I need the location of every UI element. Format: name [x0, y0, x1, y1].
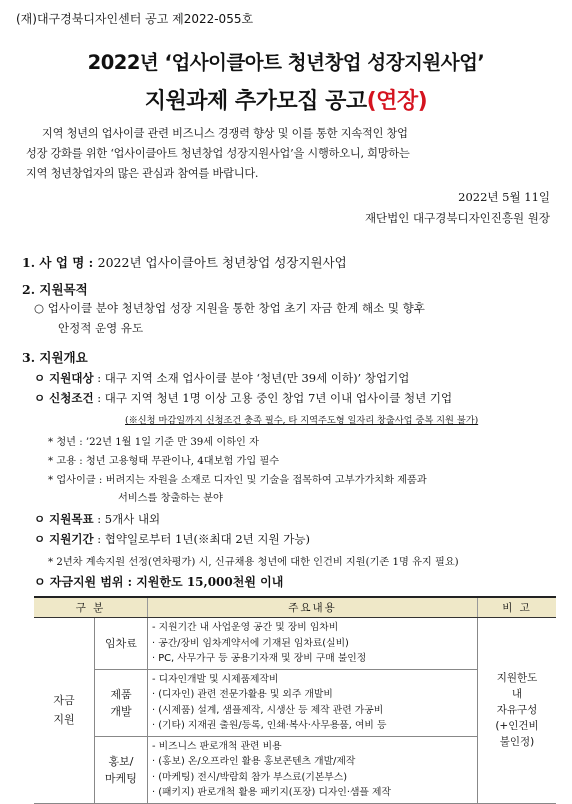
goal-label: ㅇ 지원목표 — [34, 512, 94, 526]
section-value: 2022년 업사이클아트 청년창업 성장지원사업 — [97, 255, 347, 270]
target-row — [34, 370, 409, 386]
intro-line: 지역 청년의 업사이클 관련 비즈니스 경쟁력 향상 및 이를 통한 지속적인 창업 — [42, 127, 408, 140]
definition-upcycle: * 업사이클 : 버려지는 자원을 소재로 디자인 및 기술을 접목하여 고부가가치화 제품과 — [48, 475, 427, 486]
condition-row — [34, 390, 452, 406]
header-category: 구 분 — [34, 597, 148, 618]
definition-upcycle-cont: 서비스를 창출하는 분야 — [118, 493, 223, 504]
table-header-row — [34, 597, 556, 618]
section-label: 1. 사 업 명 : — [22, 255, 94, 270]
header-note: 비 고 — [478, 597, 557, 618]
title-line1: 2022년 ‘업사이클아트 청년창업 성장지원사업’ — [87, 51, 485, 74]
goal-value: : 5개사 내외 — [97, 512, 161, 526]
notice-date: 2022년 5월 11일 — [458, 190, 550, 204]
content-line: - 지원기간 내 사업운영 공간 및 장비 임차비 — [152, 622, 339, 633]
section-purpose-heading: 2. 지원목적 — [22, 282, 88, 297]
category-cell — [34, 618, 95, 804]
section-business-name — [22, 253, 347, 271]
item-cell — [95, 736, 148, 803]
content-line: - 디자인개발 및 시제품제작비 — [152, 673, 279, 685]
purpose-line: ○ 업사이클 분야 청년창업 성장 지원을 통한 창업 초기 자금 한계 해소 및 향후 — [34, 301, 425, 315]
content-line: · (마케팅) 전시/박람회 참가 부스료(기본부스) — [152, 771, 348, 783]
condition-label: ㅇ 신청조건 — [34, 391, 94, 405]
organization: 재단법인 대구경북디자인진흥원 원장 — [364, 211, 550, 225]
content-line: · (기타) 지재권 출원/등록, 인쇄·복사·사무용품, 여비 등 — [152, 720, 387, 731]
content-line: · (패키지) 판로개척 활용 패키지(포장) 디자인·샘플 제작 — [152, 787, 391, 798]
intro-paragraph — [26, 124, 554, 184]
budget-table — [34, 596, 556, 804]
goal-row — [34, 511, 160, 527]
content-cell — [148, 736, 478, 803]
period-label: ㅇ 지원기간 — [34, 532, 94, 546]
period-row — [34, 531, 310, 547]
header-content: 주요내용 — [148, 597, 478, 618]
content-cell — [148, 618, 478, 670]
table-row — [34, 618, 556, 670]
period-value: : 협약일로부터 1년(※최대 2년 지원 가능) — [97, 532, 311, 546]
section-overview-heading: 3. 지원개요 — [22, 350, 88, 365]
definition-employment: * 고용 : 청년 고용형태 무관이나, 4대보험 가입 필수 — [48, 456, 280, 467]
item-label: 임차료 — [105, 636, 137, 650]
condition-note: (※신청 마감일까지 신청조건 충족 필수, 타 지역주도형 일자리 창출사업 중복 지원 불가) — [125, 415, 479, 426]
definition-youth: * 청년 : ’22년 1월 1일 기준 만 39세 이하인 자 — [48, 437, 259, 448]
condition-value: : 대구 지역 청년 1명 이상 고용 중인 창업 7년 이내 업사이클 청년 기업 — [97, 391, 453, 405]
target-label: ㅇ 지원대상 — [34, 371, 94, 385]
note-text: 지원한도 내 자유구성 (+인건비 불인정) — [495, 672, 539, 749]
notice-number: (재)대구경북디자인센터 공고 제2022-055호 — [16, 12, 254, 26]
title-main: 지원과제 추가모집 공고 — [144, 89, 367, 114]
content-line: · (디자인) 관련 전문가활용 및 외주 개발비 — [152, 689, 333, 700]
purpose-line: 안정적 운영 유도 — [58, 321, 144, 335]
content-line: · (홍보) 온/오프라인 활용 홍보콘텐츠 개발/제작 — [152, 756, 356, 767]
note-cell — [478, 618, 557, 804]
intro-line: 성장 강화를 위한 ‘업사이클아트 청년창업 성장지원사업’을 시행하오니, 희망하는 — [26, 147, 410, 160]
period-note: * 2년차 계속지원 선정(연차평가) 시, 신규채용 청년에 대한 인건비 지원(기존 1명 유지 필요) — [48, 557, 459, 568]
intro-line: 지역 청년창업자의 많은 관심과 참여를 바랍니다. — [26, 167, 259, 180]
title-line2 — [0, 84, 572, 115]
content-line: · (시제품) 설계, 샘플제작, 시생산 등 제작 관련 가공비 — [152, 704, 384, 716]
target-value: : 대구 지역 소재 업사이클 분야 ‘청년(만 39세 이하)’ 창업기업 — [97, 371, 410, 385]
category-label: 자금 지원 — [53, 694, 75, 727]
content-line: - 비즈니스 판로개척 관련 비용 — [152, 740, 282, 752]
content-line: · PC, 사무가구 등 공용기자재 및 장비 구매 불인정 — [152, 653, 367, 664]
item-cell — [95, 669, 148, 736]
content-line: · 공간/장비 임차계약서에 기재된 임차료(실비) — [152, 637, 349, 649]
item-label: 제품 개발 — [110, 687, 132, 718]
item-cell — [95, 618, 148, 670]
content-cell — [148, 669, 478, 736]
title-extension-mark: (연장) — [366, 89, 428, 114]
fund-heading: ㅇ 자금지원 범위 : 지원한도 15,000천원 이내 — [34, 575, 284, 589]
item-label: 홍보/ 마케팅 — [105, 754, 137, 785]
